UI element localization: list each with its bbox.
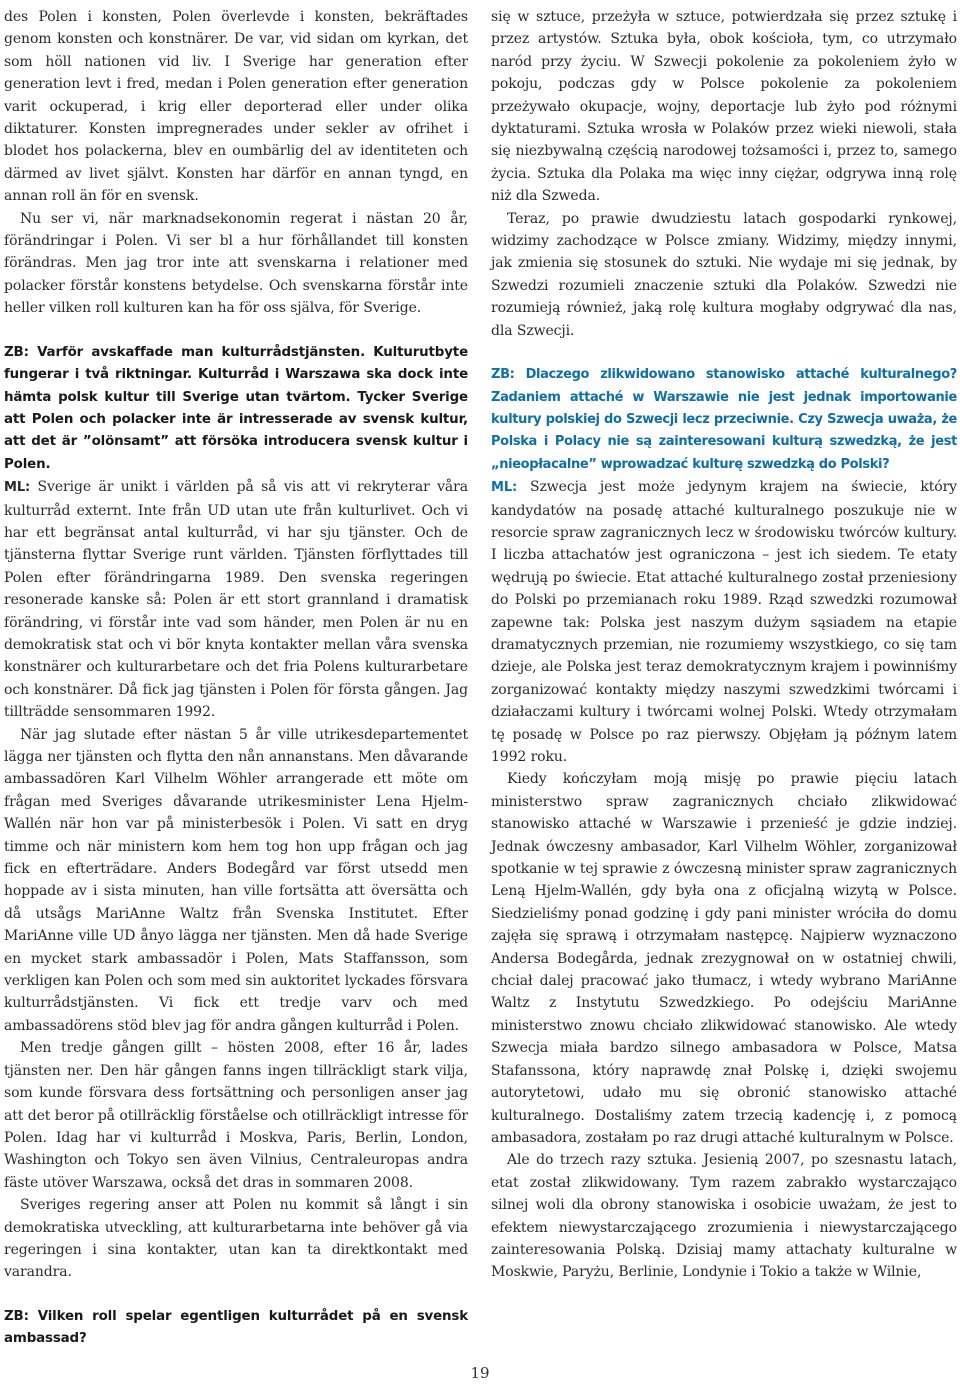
swedish-paragraph-4: Men tredje gången gillt – hösten 2008, efter 16 år, lades tjänsten ner. Den här gången fanns ingen tillräckligt stark vilja, som kunde försvara dess fortsättning och personligen anser jag att det beror på otillräcklig förståelse och otillräckligt intresse för Polen. Idag har vi kulturråd i Moskva, Paris, Berlin, London, Washington och Tokyo sen även Vilnius, Centraleuropas andra fäste utöver Warszawa, också det dras in sommaren 2008. — [4, 1040, 468, 1191]
answer-speaker-label: ML: — [4, 480, 31, 496]
swedish-paragraph-5: Sveriges regering anser att Polen nu kommit så långt i sin demokratiska utveckling, att kulturarbetarna inte behöver gå via regeringen i sina kontakter, utan kan ta direktkontakt med varandra. — [4, 1197, 468, 1281]
polish-answer-1-text: Szwecja jest może jedynym krajem na świecie, który kandydatów na posadę attaché kulturalnego poszukuje nie w resorcie spraw zagranicznych lecz w środowisku twórców kultury. I liczba attachatów jest ograniczona – jest ich siedem. Te etaty wędrują po świecie. Etat attaché kulturalnego został przeniesiony do Polski po przemianach roku 1989. Rząd szwedzki rozumował zapewne tak: Polska jest naszym dużym sąsiadem na etapie dramatycznych przemian, nie rozumiemy wszystkiego, co się tam dzieje, ale Polska jest teraz demokratycznym krajem i powinniśmy zorganizować kontakty między naszymi szwedzkimi twórcami i działaczami kultury i twórcami wolnej Polski. Wtedy otrzymałam tę posadę w Polsce po raz pierwszy. Objęłam ją późnym latem 1992 roku. — [491, 479, 957, 765]
page-number: 19 — [470, 1364, 490, 1382]
swedish-paragraph-2: Nu ser vi, när marknadsekonomin regerat i nästan 20 år, förändringar i Polen. Vi ser bl a hur förhållandet till konsten förändras. Men jag tror inte att svenskarna i relationer med polacker förstår konstens betydelse. Och svenskarna förstår inte heller vilken roll kulturen kan ha för oss själva, för Sverige. — [4, 210, 468, 317]
polish-answer-1 — [491, 476, 957, 768]
polish-column — [491, 6, 957, 1284]
spacer — [491, 342, 957, 364]
swedish-question-2: ZB: Vilken roll spelar egentligen kulturrådet på en svensk ambassad? — [4, 1308, 468, 1347]
swedish-column — [4, 6, 468, 1351]
polish-paragraph-1: się w sztuce, przeżyła w sztuce, potwierdzała się przez sztukę i przez artystów. Sztuka była, obok kościoła, tym, co utrzymało naród przy życiu. W Szwecji pokolenie za pokoleniem żyło w pokoju, podczas gdy w Polsce pokolenie za pokoleniem przeżywało okupacje, wojny, deportacje lub żyło pod różnymi dyktaturami. Sztuka wrosła w Polaków przez wieki niewoli, stała się niezbywalną częścią narodowej tożsamości i, przez to, samego życia. Sztuka dla Polaka ma więc inny ciężar, odgrywa inną rolę niż dla Szweda. — [491, 9, 957, 205]
answer-speaker-label: ML: — [491, 480, 518, 496]
polish-paragraph-3: Kiedy kończyłam moją misję po prawie pięciu latach ministerstwo spraw zagranicznych chciało zlikwidować stanowisko attaché w Warszawie i przenieść je gdzie indziej. Jednak ówczesny ambasador, Karl Vilhelm Wöhler, zorganizował spotkanie w tej sprawie z ówczesną minister spraw zagranicznych Leną Hjelm-Wallén, gdy była ona z oficjalną wizytą w Polsce. Siedzieliśmy ponad godzinę i gdy pani minister wróciła do domu zajęła się sprawą i otrzymałam następcę. Najpierw wyznaczono Andersa Bodegårda, jednak zrezygnował on w ostatniej chwili, chciał dalej pracować jako tłumacz, i wtedy wybrano MariAnne Waltz z Instytutu Szwedzkiego. Po odejściu MariAnne ministerstwo znowu chciało zlikwidować stanowisko. Ale wtedy Szwecja miała bardzo silnego ambasadora w Polsce, Matsa Stafanssona, który naprawdę znał Polskę i, dzięki swojemu autorytetowi, udało mu się obronić stanowisko attaché kulturalnego. Dostaliśmy zatem trzecią kadencję i, z pomocą ambasadora, zostałam po raz drugi attaché kulturalnym w Polsce. — [491, 771, 957, 1146]
swedish-paragraph-3: När jag slutade efter nästan 5 år ville utrikesdepartementet lägga ner tjänsten och flytta den nån annanstans. Men dåvarande ambassadören Karl Vilhelm Wöhler arrangerade ett möte om frågan med Sveriges dåvarande utrikesminister Lena Hjelm-Wallén när hon var på ministerbesök i Polen. Vi satt en dryg timme och när ministern kom hem tog hon upp frågan och jag fick en efterträdare. Anders Bodegård var först utsedd men hoppade av i sista minuten, han ville fortsätta att översätta och då utsågs MariAnne Waltz från Svenska Institutet. Efter MariAnne ville UD ånyo lägga ner tjänsten. Men då hade Sverige en mycket stark ambassadör i Polen, Mats Staffansson, som verkligen kan Polen och som med sin auktoritet lyckades försvara kulturrådstjänsten. Vi fick ett tredje varv och med ambassadörens stöd blev jag för andra gången kulturråd i Polen. — [4, 726, 468, 1034]
spacer — [4, 1284, 468, 1306]
swedish-answer-1-text: Sverige är unikt i världen på så vis att vi rekryterar våra kulturråd externt. Inte från UD utan ute från kulturlivet. Och vi har ett begränsat antal kulturråd, vi har sju tjänster. Och de tjänsterna flyttar Sverige runt världen. Tjänsten förflyttades till Polen efter förändringarna 1989. Den svenska regeringen resonerade kanske så: Polen är ett stort grannland i dramatisk förändring, vi förstår inte vad som händer, men Polen är nu en demokratisk stat och vi bör knyta kontakter mellan våra svenska konstnärer och kulturarbetare och det fria Polens kulturarbetare och konstnärer. Då fick jag tjänsten i Polen för första gången. Jag tillträdde sensommaren 1992. — [4, 479, 468, 721]
swedish-paragraph-1: des Polen i konsten, Polen överlevde i konsten, bekräftades genom konsten och konstnärer. De var, vid sidan om kyrkan, det som höll nationen vid liv. I Sverige har generation efter generation levt i fred, medan i Polen generation efter generation varit ockuperad, i krig eller deporterad eller under olika diktaturer. Konsten impregnerades under sekler av ofrihet i blodet hos polackerna, blev en oumbärlig del av identiteten och därmed av livet självt. Konsten har därför en annan tyngd, en annan roll än för en svensk. — [4, 9, 468, 205]
swedish-answer-1 — [4, 476, 468, 723]
spacer — [4, 320, 468, 342]
swedish-question-1: ZB: Varför avskaffade man kulturrådstjänsten. Kulturutbyte fungerar i två riktningar. Kulturråd i Warszawa ska dock inte hämta polsk kultur till Sverige utan tvärtom. Tycker Sverige att Polen och polacker inte är intresserade av svensk kultur, att det är ”olönsamt” att försöka introducera svensk kultur i Polen. — [4, 344, 468, 472]
polish-question-1: ZB: Dlaczego zlikwidowano stanowisko attaché kulturalnego? Zadaniem attaché w Warszawie nie jest jednak importowanie kultury polskiej do Szwecji lecz przeciwnie. Czy Szwecja uważa, że Polska i Polacy nie są zainteresowani kulturą szwedzką, że jest „nieopłacalne” wprowadzać kulturę szwedzką do Polski? — [491, 367, 957, 472]
polish-paragraph-2: Teraz, po prawie dwudziestu latach gospodarki rynkowej, widzimy zachodzące w Polsce zmiany. Widzimy, między innymi, jak zmienia się stosunek do sztuki. Nie wydaje mi się jednak, by Szwedzi rozumieli znaczenie sztuki dla Polaków. Szwedzi nie rozumieją również, jaką rolę kultura mogłaby odgrywać dla nas, dla Szwecji. — [491, 210, 957, 339]
polish-paragraph-4: Ale do trzech razy sztuka. Jesienią 2007, po szesnastu latach, etat został zlikwidowany. Tym razem zabrakło wystarczająco silnej woli dla obrony stanowiska i osobicie uważam, że jest to efektem niewystarczającego zrozumienia i niewystarczającego zainteresowania Polską. Dzisiaj mamy attachaty kulturalne w Moskwie, Paryżu, Berlinie, Londynie i Tokio a także w Wilnie, — [491, 1152, 957, 1281]
